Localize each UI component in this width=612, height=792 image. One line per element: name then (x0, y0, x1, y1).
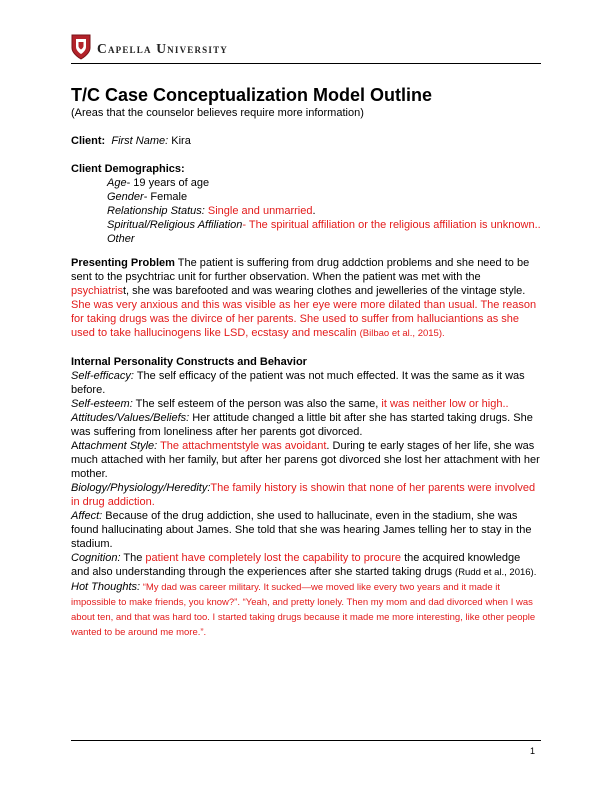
presenting-heading: Presenting Problem (71, 257, 175, 269)
age-value: - 19 years of age (126, 177, 210, 189)
spiritual-label: Spiritual/Religious Affiliation (107, 219, 243, 231)
presenting-text-2: psychiatris (71, 285, 123, 297)
cognition-red: patient have completely lost the capability to procure (145, 552, 402, 564)
presenting-text-4: She was very anxious and this was visible as her eye were more dilated than usual. The reason for taking drugs was the divirce of her parents. She used to suffer from halluciantions as she used to take hallucinogens like LSD, ecstasy and mescalin (71, 299, 537, 339)
capella-logo-text: Capella University (97, 41, 228, 56)
attachment-prefix: A (71, 440, 79, 452)
cognition (71, 551, 541, 580)
affect-text: Because of the drug addiction, she used to hallucinate, even in the stadium, she was found hallucinating about James. She told that she was hearing James telling her to stay in the stadium. (71, 510, 532, 550)
spiritual-line (71, 218, 541, 232)
attachment-red: The attachmentstyle was avoidant (157, 440, 327, 452)
attitudes-label: Attitudes/Values/Beliefs: (71, 412, 190, 424)
gender-line (71, 190, 541, 204)
hot-thoughts (71, 580, 541, 640)
self-esteem (71, 397, 541, 411)
presenting-citation: (Bilbao et al., 2015). (359, 328, 445, 339)
presenting-problem (71, 256, 541, 341)
client-line (71, 134, 541, 148)
hot-thoughts-label: Hot Thoughts: (71, 581, 141, 593)
header-rule (71, 63, 541, 64)
biology-red: The family history is showin that none of her parents were involved in drug addiction. (71, 482, 536, 508)
first-name-label: First Name: (111, 135, 169, 147)
cognition-citation: (Rudd et al., 2016). (455, 567, 537, 578)
presenting-text-1: The patient is suffering from drug addction problems and she need to be sent to the psychtriac unit for further observation. When the patient was met with the (71, 257, 530, 283)
affect-label: Affect: (71, 510, 103, 522)
document-header (71, 34, 541, 66)
other-label: Other (107, 233, 135, 245)
presenting-text-3: t, she was barefooted and was wearing clothes and jewelleries of the vintage style. (122, 285, 526, 297)
gender-value: - Female (143, 191, 188, 203)
hot-thoughts-red: “My dad was career military. It sucked—we moved like every two years and it made it impossible to make friends, you know?”. “Yeah, and pretty lonely. Then my mom and dad divorced when I was about ten, and that was hard too. I started taking drugs because it made me more interesting, like other people wanted to be around me more.”. (71, 582, 536, 638)
self-esteem-text: The self esteem of the person was also the same, (132, 398, 382, 410)
relationship-label: Relationship Status: (107, 205, 205, 217)
spiritual-value: - The spiritual affiliation or the religious affiliation is unknown.. (242, 219, 541, 231)
biology-label: Biology/Physiology/Heredity: (71, 482, 211, 494)
page-title: T/C Case Conceptualization Model Outline (71, 85, 433, 105)
self-esteem-label: Self-esteem: (71, 398, 133, 410)
biology-heredity (71, 481, 541, 509)
internal-personality-section (71, 355, 541, 640)
self-efficacy-label: Self-efficacy: (71, 370, 134, 382)
attitudes-text: Her attitude changed a little bit after she has started taking drugs. She was suffering from loneliness after her parents got divorced. (71, 412, 533, 438)
self-efficacy (71, 369, 541, 397)
first-name-value: Kira (171, 135, 191, 147)
attitudes-values-beliefs (71, 411, 541, 439)
relationship-value: Single and unmarried (207, 205, 313, 217)
attachment-label: ttachment Style: (78, 440, 158, 452)
footer-rule (71, 740, 541, 741)
age-label: Age (107, 177, 127, 189)
cognition-text-1: The (120, 552, 146, 564)
self-esteem-red: it was neither low or high.. (381, 398, 509, 410)
self-efficacy-text: The self efficacy of the patient was not much effected. It was the same as it was before. (71, 370, 525, 396)
gender-label: Gender (107, 191, 144, 203)
affect (71, 509, 541, 551)
capella-shield-icon (71, 34, 91, 60)
document-body (71, 84, 541, 640)
subtitle: (Areas that the counselor believes require more information) (71, 107, 364, 119)
attachment-text: . During te early stages of her life, she was much attached with her family, but after her parens got divorced she lost her attachment with her mother. (71, 440, 540, 480)
client-label: Client: (71, 135, 106, 147)
cognition-label: Cognition: (71, 552, 121, 564)
internal-heading: Internal Personality Constructs and Behavior (71, 356, 307, 368)
cognition-text-2: the acquired knowledge and also understanding through the experiences after she started taking drugs (71, 552, 521, 578)
attachment-style (71, 439, 541, 481)
demographics-heading: Client Demographics: (71, 163, 185, 175)
page-number: 1 (530, 746, 536, 756)
age-line (71, 176, 541, 190)
client-demographics (71, 162, 541, 246)
relationship-line: Relationship Status: Single and unmarried. (107, 205, 316, 217)
